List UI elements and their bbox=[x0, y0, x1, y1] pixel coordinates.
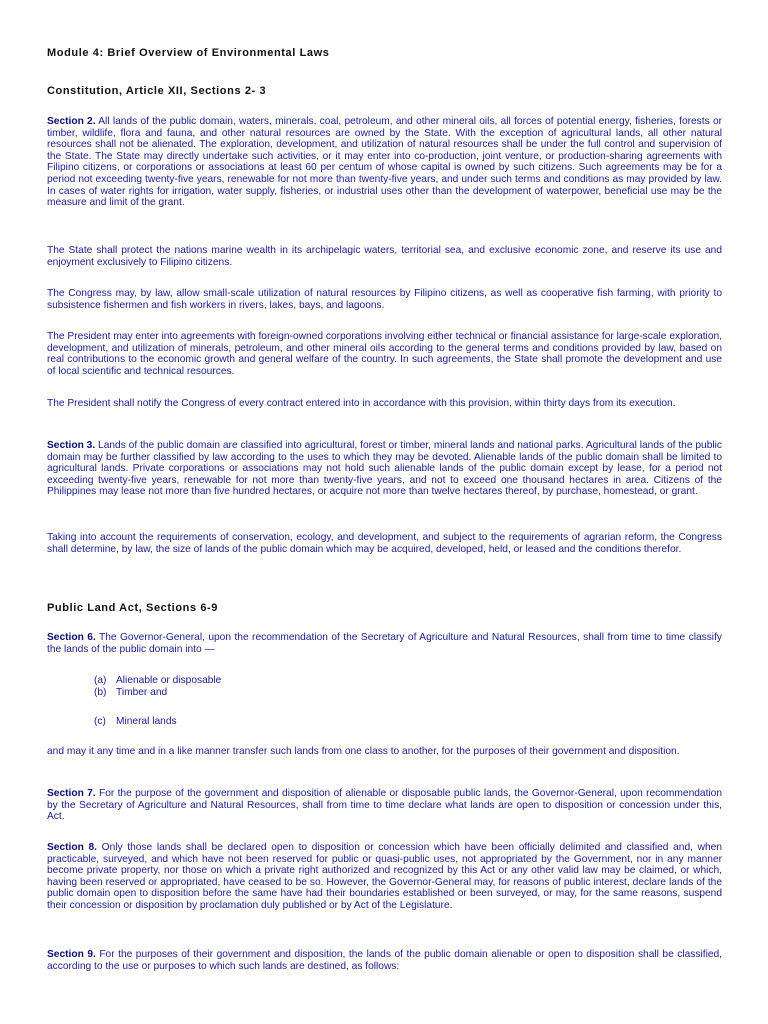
marine-wealth-paragraph bbox=[47, 245, 722, 268]
agrarian-reform-paragraph bbox=[47, 532, 722, 555]
section-label: Section 7. bbox=[47, 788, 96, 799]
section-3-paragraph bbox=[47, 440, 722, 498]
paragraph-text: The President shall notify the Congress of every contract entered into in accordance with this provision, within thirty days from its execution. bbox=[47, 398, 676, 409]
section-label: Section 8. bbox=[47, 842, 97, 853]
section-label: Section 6. bbox=[47, 632, 96, 643]
list-item-text: Mineral lands bbox=[116, 716, 177, 727]
list-item-text: Timber and bbox=[116, 687, 168, 698]
list-item-label: (b) bbox=[94, 687, 107, 698]
paragraph-text: The State shall protect the nations marine wealth in its archipelagic waters, territorial sea, and exclusive economic zone, and reserve its use and enjoyment exclusively to Filipino citizens. bbox=[47, 245, 722, 268]
section-2-paragraph bbox=[47, 116, 722, 209]
president-notify-paragraph bbox=[47, 398, 722, 410]
section-text: Lands of the public domain are classified into agricultural, forest or timber, mineral lands and national parks. Agricultural lands of the public domain may be further classified by law according to the uses to which they may be devoted. Alienable lands of the public domain shall be limited to agricultural lands. Private corporations or associations may not hold such alienable lands of the public domain except by lease, for a period not exceeding twenty-five years, renewable for not more than twenty-five years, and not to exceed one thousand hectares in area. Citizens of the Philippines may lease not more than five hundred hectares, or acquire not more than twelve hectares thereof, by purchase, homestead, or grant. bbox=[47, 440, 722, 498]
section-7-paragraph bbox=[47, 788, 722, 823]
list-item-label: (c) bbox=[94, 716, 106, 727]
constitution-heading: Constitution, Article XII, Sections 2- 3 bbox=[47, 85, 267, 97]
section-text: Only those lands shall be declared open to disposition or concession which have been officially delimited and classified and, when practicable, surveyed, and which have not been reserved for public or quasi-public uses, not appropriated by the Government, nor in any manner become private property, nor those on which a private right authorized and recognized by this Act or any other valid law may be claimed, or which, having been reserved or appropriated, have ceased to be so. However, the Governor-General may, for reasons of public interest, declare lands of the public domain open to disposition before the same have had their boundaries established or been surveyed, or may, for the same reasons, suspend their concession or disposition by proclamation duly published or by Act of the Legislature. bbox=[47, 842, 722, 911]
paragraph-text: The President may enter into agreements with foreign-owned corporations involving either technical or financial assistance for large-scale exploration, development, and utilization of minerals, petroleum, and other mineral oils according to the general terms and conditions provided by law, based on real contributions to the economic growth and general welfare of the country. In such agreements, the State shall promote the development and use of local scientific and technical resources. bbox=[47, 331, 722, 377]
section-label: Section 2. bbox=[47, 116, 96, 127]
section-6-paragraph bbox=[47, 632, 722, 655]
module-title: Module 4: Brief Overview of Environmental Laws bbox=[47, 47, 330, 59]
small-scale-paragraph bbox=[47, 288, 722, 311]
section-text: For the purpose of the government and disposition of alienable or disposable public lands, the Governor-General, upon recommendation by the Secretary of Agriculture and Natural Resources, shall from time to time declare what lands are open to disposition or concession under this, Act. bbox=[47, 788, 722, 823]
section-text: For the purposes of their government and disposition, the lands of the public domain alienable or open to disposition shall be classified, according to the use or purposes to which such lands are destined, as follows: bbox=[47, 949, 722, 972]
section-text: The Governor-General, upon the recommendation of the Secretary of Agriculture and Natural Resources, shall from time to time classify the lands of the public domain into — bbox=[47, 632, 722, 655]
after-list-paragraph bbox=[47, 746, 722, 758]
section-label: Section 9. bbox=[47, 949, 96, 960]
list-item-label: (a) bbox=[94, 675, 107, 686]
list-item-text: Alienable or disposable bbox=[116, 675, 222, 686]
section-text: All lands of the public domain, waters, minerals, coal, petroleum, and other mineral oils, all forces of potential energy, fisheries, forests or timber, wildlife, flora and fauna, and other natural resources are owned by the State. With the exception of agricultural lands, all other natural resources shall not be alienated. The exploration, development, and utilization of natural resources shall be under the full control and supervision of the State. The State may directly undertake such activities, or it may enter into co-production, joint venture, or production-sharing agreements with Filipino citizens, or corporations or associations at least 60 per centum of whose capital is owned by such citizens. Such agreements may be for a period not exceeding twenty-five years, renewable for not more than twenty-five years, and under such terms and conditions as may provided by law. In cases of water rights for irrigation, water supply, fisheries, or industrial uses other than the development of waterpower, beneficial use may be the measure and limit of the grant. bbox=[47, 116, 722, 209]
paragraph-text: Taking into account the requirements of conservation, ecology, and development, and subject to the requirements of agrarian reform, the Congress shall determine, by law, the size of lands of the public domain which may be acquired, developed, held, or leased and the conditions therefor. bbox=[47, 532, 722, 555]
section-label: Section 3. bbox=[47, 440, 96, 451]
paragraph-text: and may it any time and in a like manner transfer such lands from one class to another, for the purposes of their government and disposition. bbox=[47, 746, 680, 757]
paragraph-text: The Congress may, by law, allow small-scale utilization of natural resources by Filipino citizens, as well as cooperative fish farming, with priority to subsistence fishermen and fish workers in rivers, lakes, bays, and lagoons. bbox=[47, 288, 722, 311]
president-agreements-paragraph bbox=[47, 331, 722, 377]
section-9-paragraph bbox=[47, 949, 722, 972]
section-8-paragraph bbox=[47, 842, 722, 912]
public-land-act-heading: Public Land Act, Sections 6-9 bbox=[47, 602, 219, 614]
